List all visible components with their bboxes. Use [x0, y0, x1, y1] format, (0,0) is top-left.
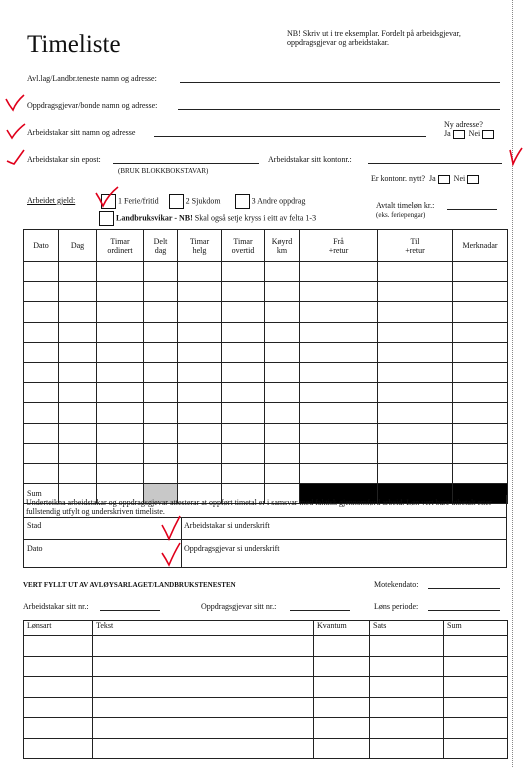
red-check-icon	[4, 94, 26, 112]
hours-cell[interactable]	[97, 262, 144, 282]
pay-cell[interactable]	[370, 636, 444, 657]
col-lonsart: Lønsart	[24, 621, 93, 636]
hours-cell[interactable]	[453, 362, 508, 382]
oppdragsgjevar-field[interactable]	[178, 109, 500, 110]
epost-field[interactable]	[113, 163, 259, 164]
ny-adresse-options: Ja Nei	[444, 129, 494, 139]
hours-table	[23, 229, 508, 504]
pay-cell[interactable]	[444, 656, 508, 677]
hours-cell[interactable]	[59, 322, 97, 342]
signature-block	[23, 495, 507, 568]
pay-cell[interactable]	[24, 697, 93, 718]
hours-cell[interactable]	[59, 443, 97, 463]
kontonr-nytt-row: Er kontonr. nytt? Ja Nei	[371, 174, 479, 184]
hours-cell[interactable]	[453, 383, 508, 403]
motekendato-field[interactable]	[428, 588, 500, 589]
andre-oppdrag-checkbox[interactable]	[235, 194, 250, 209]
hours-cell[interactable]	[59, 302, 97, 322]
hours-cell[interactable]	[265, 403, 300, 423]
table-row	[24, 302, 508, 322]
hours-cell[interactable]	[378, 403, 453, 423]
arbeidstakar-label: Arbeidstakar sitt namn og adresse	[27, 128, 136, 137]
hours-cell[interactable]	[97, 302, 144, 322]
hours-cell[interactable]	[453, 403, 508, 423]
col-delt-dag: Delt dag	[144, 230, 178, 262]
hours-cell[interactable]	[300, 403, 378, 423]
hours-cell[interactable]	[144, 342, 178, 362]
hours-cell[interactable]	[265, 423, 300, 443]
hours-cell[interactable]	[222, 403, 265, 423]
hours-cell[interactable]	[59, 423, 97, 443]
col-sats: Sats	[370, 621, 444, 636]
hours-cell[interactable]	[144, 302, 178, 322]
table-row	[24, 403, 508, 423]
avtalt-timelon-field[interactable]	[447, 209, 497, 210]
hours-cell[interactable]	[265, 443, 300, 463]
pay-cell[interactable]	[93, 738, 314, 759]
arbeidet-gjeld-label: Arbeidet gjeld:	[27, 196, 76, 205]
table-row	[24, 656, 508, 677]
hours-cell[interactable]	[378, 463, 453, 483]
col-fra-retur: Frå +retur	[300, 230, 378, 262]
epost-label: Arbeidstakar sin epost:	[27, 155, 101, 164]
lons-periode-field[interactable]	[428, 610, 500, 611]
hours-cell[interactable]	[144, 463, 178, 483]
landbruksvikar-row: Landbruksvikar - NB! Skal også setje kryss i eitt av felta 1-3	[99, 211, 316, 226]
col-koyrd-km: Køyrd km	[265, 230, 300, 262]
table-row	[24, 262, 508, 282]
hours-cell[interactable]	[378, 302, 453, 322]
table-row	[24, 383, 508, 403]
pay-cell[interactable]	[24, 636, 93, 657]
hours-cell[interactable]	[144, 282, 178, 302]
table-row	[24, 738, 508, 759]
pay-cell[interactable]	[314, 677, 370, 698]
hours-cell[interactable]	[97, 342, 144, 362]
col-dag: Dag	[59, 230, 97, 262]
pay-cell[interactable]	[24, 738, 93, 759]
col-dato: Dato	[24, 230, 59, 262]
hours-cell[interactable]	[24, 443, 59, 463]
hours-cell[interactable]	[222, 463, 265, 483]
hours-cell[interactable]	[24, 282, 59, 302]
hours-cell[interactable]	[24, 342, 59, 362]
avl-lag-label: Avl.lag/Landbr.teneste namn og adresse:	[27, 74, 157, 83]
hours-cell[interactable]	[178, 302, 222, 322]
pay-cell[interactable]	[314, 636, 370, 657]
kontonr-ja-checkbox[interactable]	[438, 175, 450, 184]
hours-cell[interactable]	[300, 362, 378, 382]
col-timar-helg: Timar helg	[178, 230, 222, 262]
col-merknadar: Merknadar	[453, 230, 508, 262]
red-check-icon	[508, 146, 524, 166]
hours-cell[interactable]	[97, 362, 144, 382]
hours-cell[interactable]	[97, 403, 144, 423]
sum-label: Sum	[24, 484, 59, 504]
arbeidstakar-field[interactable]	[154, 136, 426, 137]
pay-cell[interactable]	[93, 718, 314, 739]
hours-cell[interactable]	[144, 383, 178, 403]
hours-cell[interactable]	[453, 342, 508, 362]
hours-cell[interactable]	[265, 463, 300, 483]
hours-cell[interactable]	[178, 423, 222, 443]
oppdragsgjevar-signature-field[interactable]: Oppdragsgjevar si underskrift	[184, 544, 280, 553]
hours-cell[interactable]	[222, 423, 265, 443]
hours-cell[interactable]	[97, 322, 144, 342]
hours-cell[interactable]	[300, 322, 378, 342]
lons-periode-label: Løns periode:	[374, 602, 419, 611]
hours-cell[interactable]	[265, 342, 300, 362]
table-row	[24, 636, 508, 657]
hours-cell[interactable]	[178, 362, 222, 382]
avtalt-timelon-label: Avtalt timeløn kr.:	[376, 201, 435, 210]
sjukdom-checkbox[interactable]	[169, 194, 184, 209]
sig-divider-1	[24, 517, 506, 518]
pay-cell[interactable]	[93, 656, 314, 677]
hours-cell[interactable]	[378, 342, 453, 362]
stad-label: Stad	[27, 521, 42, 530]
pay-cell[interactable]	[314, 697, 370, 718]
hours-cell[interactable]	[59, 383, 97, 403]
hours-cell[interactable]	[378, 443, 453, 463]
hours-cell[interactable]	[24, 403, 59, 423]
hours-cell[interactable]	[222, 322, 265, 342]
hours-cell[interactable]	[24, 302, 59, 322]
hours-cell[interactable]	[97, 282, 144, 302]
hours-cell[interactable]	[222, 383, 265, 403]
hours-cell[interactable]	[222, 262, 265, 282]
pay-cell[interactable]	[444, 718, 508, 739]
pay-cell[interactable]	[24, 718, 93, 739]
hours-cell[interactable]	[144, 262, 178, 282]
hours-cell[interactable]	[378, 322, 453, 342]
hours-cell[interactable]	[24, 383, 59, 403]
hours-cell[interactable]	[265, 383, 300, 403]
hours-cell[interactable]	[222, 362, 265, 382]
pay-cell[interactable]	[370, 677, 444, 698]
feriepengar-hint: (eks. feriepengar)	[376, 211, 426, 219]
hours-cell[interactable]	[59, 362, 97, 382]
dato-label: Dato	[27, 544, 43, 553]
hours-cell[interactable]	[178, 262, 222, 282]
pay-cell[interactable]	[314, 718, 370, 739]
hours-cell[interactable]	[453, 423, 508, 443]
pay-cell[interactable]	[314, 738, 370, 759]
pay-cell[interactable]	[93, 697, 314, 718]
oppdragsgjevar-nr-field[interactable]	[290, 610, 350, 611]
hours-header-row	[24, 230, 508, 262]
hours-cell[interactable]	[178, 383, 222, 403]
pay-cell[interactable]	[93, 636, 314, 657]
hours-cell[interactable]	[453, 443, 508, 463]
red-check-icon	[160, 541, 184, 567]
hours-cell[interactable]	[300, 443, 378, 463]
hours-cell[interactable]	[265, 362, 300, 382]
pay-cell[interactable]	[444, 697, 508, 718]
hours-cell[interactable]	[300, 423, 378, 443]
table-row	[24, 322, 508, 342]
hours-cell[interactable]	[59, 342, 97, 362]
table-row	[24, 463, 508, 483]
oppdragsgjevar-nr-label: Oppdragsgjevar sitt nr.:	[201, 602, 277, 611]
hours-cell[interactable]	[300, 262, 378, 282]
hours-cell[interactable]	[453, 463, 508, 483]
pay-cell[interactable]	[370, 718, 444, 739]
hours-cell[interactable]	[178, 463, 222, 483]
sig-divider-2	[24, 539, 506, 540]
blokkbokstavar-hint: (BRUK BLOKKBOKSTAVAR)	[118, 167, 209, 175]
col-kvantum: Kvantum	[314, 621, 370, 636]
ny-adresse-nei-checkbox[interactable]	[482, 130, 494, 139]
hours-cell[interactable]	[178, 322, 222, 342]
kontonr-label: Arbeidstakar sitt kontonr.:	[268, 155, 352, 164]
hours-cell[interactable]	[24, 423, 59, 443]
hours-cell[interactable]	[378, 362, 453, 382]
hours-cell[interactable]	[300, 383, 378, 403]
hours-cell[interactable]	[59, 282, 97, 302]
table-row	[24, 697, 508, 718]
hours-cell[interactable]	[144, 423, 178, 443]
avl-lag-field[interactable]	[180, 82, 500, 83]
table-row	[24, 282, 508, 302]
hours-body	[24, 262, 508, 504]
hours-cell[interactable]	[300, 342, 378, 362]
oppdragsgjevar-label: Oppdragsgjevar/bonde namn og adresse:	[27, 101, 158, 110]
pay-cell[interactable]	[24, 656, 93, 677]
ny-adresse-ja-checkbox[interactable]	[453, 130, 465, 139]
hours-cell[interactable]	[378, 383, 453, 403]
red-check-icon	[94, 185, 120, 209]
hours-cell[interactable]	[453, 282, 508, 302]
hours-cell[interactable]	[97, 383, 144, 403]
declaration-text: Underteikna arbeidstakar og oppdragsgjevar attesterar at oppført timetal er i samsvar med faktisk gjennomførd arbeid. Løn vert bare utbetalt etter fullstendig utfylt og underskriven timeliste.	[26, 498, 492, 516]
hours-cell[interactable]	[265, 302, 300, 322]
kontonr-field[interactable]	[368, 163, 502, 164]
hours-cell[interactable]	[222, 342, 265, 362]
arbeidstakar-nr-label: Arbeidstakar sitt nr.:	[23, 602, 89, 611]
hours-cell[interactable]	[222, 302, 265, 322]
hours-cell[interactable]	[144, 322, 178, 342]
hours-cell[interactable]	[265, 322, 300, 342]
col-timar-overtid: Timar overtid	[222, 230, 265, 262]
pay-body	[24, 636, 508, 759]
pay-cell[interactable]	[314, 656, 370, 677]
pay-cell[interactable]	[93, 677, 314, 698]
hours-cell[interactable]	[59, 463, 97, 483]
hours-cell[interactable]	[59, 403, 97, 423]
hours-cell[interactable]	[265, 282, 300, 302]
hours-cell[interactable]	[59, 262, 97, 282]
hours-cell[interactable]	[378, 282, 453, 302]
pay-cell[interactable]	[370, 738, 444, 759]
col-til-retur: Til +retur	[378, 230, 453, 262]
table-row	[24, 423, 508, 443]
table-row	[24, 718, 508, 739]
kontonr-nei-checkbox[interactable]	[467, 175, 479, 184]
red-check-icon	[5, 149, 27, 165]
hours-cell[interactable]	[178, 403, 222, 423]
hours-cell[interactable]	[144, 403, 178, 423]
hours-cell[interactable]	[178, 342, 222, 362]
hours-cell[interactable]	[265, 262, 300, 282]
hours-cell[interactable]	[178, 443, 222, 463]
hours-cell[interactable]	[144, 362, 178, 382]
hours-cell[interactable]	[453, 262, 508, 282]
hours-cell[interactable]	[144, 443, 178, 463]
hours-cell[interactable]	[300, 302, 378, 322]
arbeidstakar-signature-field[interactable]: Arbeidstakar si underskrift	[184, 521, 270, 530]
hours-cell[interactable]	[97, 443, 144, 463]
col-timar-ordinert: Timar ordinert	[97, 230, 144, 262]
hours-cell[interactable]	[453, 302, 508, 322]
pay-cell[interactable]	[444, 738, 508, 759]
motekendato-label: Motekendato:	[374, 580, 419, 589]
red-check-icon	[160, 515, 184, 541]
hours-cell[interactable]	[300, 463, 378, 483]
hours-cell[interactable]	[222, 282, 265, 302]
pay-cell[interactable]	[370, 656, 444, 677]
pay-cell[interactable]	[444, 677, 508, 698]
hours-cell[interactable]	[24, 262, 59, 282]
arbeidstakar-nr-field[interactable]	[100, 610, 160, 611]
table-row	[24, 362, 508, 382]
table-row	[24, 342, 508, 362]
hours-cell[interactable]	[97, 463, 144, 483]
col-sum: Sum	[444, 621, 508, 636]
pay-cell[interactable]	[24, 677, 93, 698]
hours-cell[interactable]	[222, 443, 265, 463]
hours-cell[interactable]	[378, 423, 453, 443]
col-tekst: Tekst	[93, 621, 314, 636]
page-edge-dotted-line	[512, 0, 513, 767]
office-heading: VERT FYLLT UT AV AVLØYSARLAGET/LANDBRUKSTENESTEN	[23, 581, 236, 589]
pay-cell[interactable]	[370, 697, 444, 718]
hours-cell[interactable]	[24, 322, 59, 342]
hours-cell[interactable]	[97, 423, 144, 443]
hours-cell[interactable]	[24, 463, 59, 483]
hours-cell[interactable]	[178, 282, 222, 302]
table-row	[24, 443, 508, 463]
table-row	[24, 677, 508, 698]
page-title: Timeliste	[27, 31, 121, 58]
hours-cell[interactable]	[24, 362, 59, 382]
pay-table	[23, 620, 508, 759]
red-check-icon	[5, 122, 27, 140]
landbruksvikar-checkbox[interactable]	[99, 211, 114, 226]
hours-cell[interactable]	[378, 262, 453, 282]
hours-cell[interactable]	[300, 282, 378, 302]
pay-cell[interactable]	[444, 636, 508, 657]
ny-adresse-label: Ny adresse?	[444, 120, 483, 129]
print-notice: NB! Skriv ut i tre eksemplar. Fordelt på arbeidsgjevar, oppdragsgjevar og arbeidstakar.	[287, 29, 461, 47]
pay-header-row	[24, 621, 508, 636]
work-options: 1 Ferie/fritid 2 Sjukdom 3 Andre oppdrag	[101, 194, 305, 209]
hours-cell[interactable]	[453, 322, 508, 342]
